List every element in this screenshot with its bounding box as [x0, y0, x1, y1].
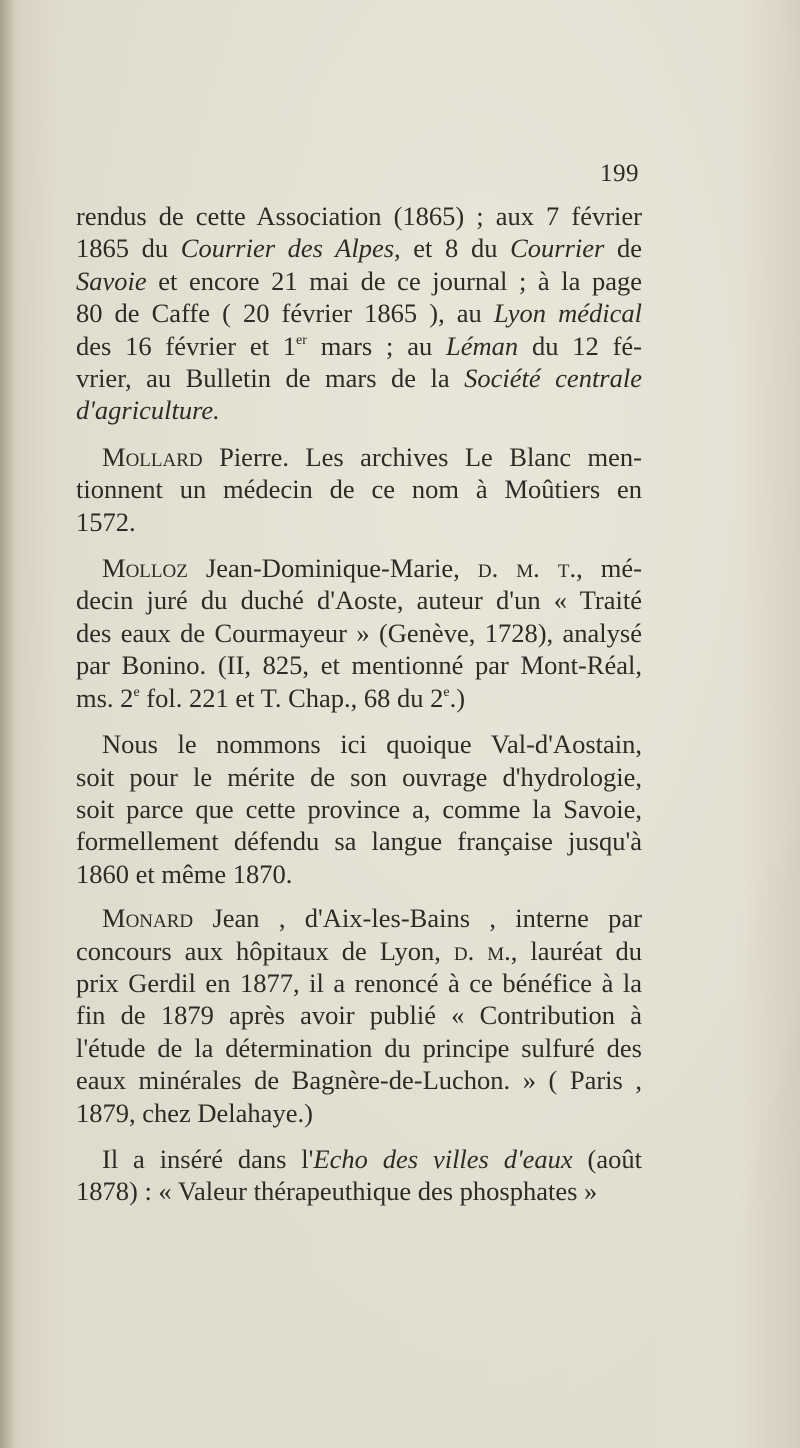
text-line [76, 330, 642, 362]
text-run: et encore 21 mai de ce journal ; à la page [146, 265, 642, 296]
text-run: Pierre. Les archives Le Blanc men- [202, 441, 642, 472]
text-run: e [443, 684, 450, 700]
text-run: Courrier [510, 233, 605, 264]
text-line [76, 728, 642, 760]
text-line [76, 584, 642, 616]
text-line [76, 1175, 642, 1207]
page-gutter-shadow [0, 0, 14, 1448]
text-run: prix Gerdil en 1877, il a renoncé à ce bénéfice à la [76, 967, 642, 998]
paragraph [76, 902, 642, 1129]
text-run: Société centrale [464, 363, 642, 394]
text-line [76, 825, 642, 857]
text-run: 1879, chez Delahaye.) [76, 1097, 313, 1128]
text-run: mars ; au [306, 330, 447, 361]
text-run: l'étude de la détermination du principe sulfuré des [76, 1032, 642, 1063]
text-run: par Bonino. (II, 825, et mentionné par Mont-Réal, [76, 650, 642, 681]
text-run: Monard [102, 903, 194, 934]
paragraph [76, 728, 642, 890]
text-line [76, 441, 642, 473]
text-line [76, 1064, 642, 1096]
text-run: Léman [446, 330, 519, 361]
text-run: d'agriculture. [76, 395, 220, 426]
text-run: Nous le nommons ici quoique Val-d'Aostain, [102, 729, 642, 760]
text-run: .) [449, 682, 466, 713]
text-line [76, 297, 642, 329]
text-line [76, 1032, 642, 1064]
text-run: decin juré du duché d'Aoste, auteur d'un « Traité [76, 585, 642, 616]
text-run: ms. 2 [76, 682, 134, 713]
text-run: , mé- [576, 553, 643, 584]
paragraph [76, 552, 642, 714]
paragraph [76, 1143, 642, 1208]
text-line [76, 858, 642, 890]
text-run: Il a inséré dans l' [102, 1143, 314, 1174]
text-line [76, 617, 642, 649]
text-run: fin de 1879 après avoir publié « Contribution à [76, 1000, 642, 1031]
paragraph [76, 200, 642, 427]
text-line [76, 999, 642, 1031]
text-run: Jean-Dominique-Marie, [187, 553, 478, 584]
text-run: 1865 du [76, 233, 181, 264]
text-run: de [604, 233, 642, 264]
text-run: Lyon médical [493, 298, 642, 329]
text-line [76, 362, 642, 394]
text-run: Savoie [76, 265, 147, 296]
body-text [76, 200, 642, 1222]
text-run: et 8 du [400, 233, 511, 264]
text-line [76, 232, 642, 264]
text-run: soit parce que cette province a, comme la Savoie, [76, 793, 642, 824]
text-line [76, 682, 642, 714]
text-run: er [296, 332, 307, 348]
text-run: concours aux hôpitaux de Lyon, [76, 935, 454, 966]
text-run: (août [572, 1143, 643, 1174]
text-line [76, 1097, 642, 1129]
text-run: rendus de cette Association (1865) ; aux 7 février [76, 201, 642, 231]
text-run: 80 de Caffe ( 20 février 1865 ), au [76, 298, 494, 329]
text-run: du 12 fé- [518, 330, 642, 361]
text-line [76, 649, 642, 681]
text-line [76, 967, 642, 999]
page-number: 199 [600, 160, 639, 187]
text-line [76, 1143, 642, 1175]
text-run: 1860 et même 1870. [76, 858, 293, 889]
text-run: soit pour le mérite de son ouvrage d'hydrologie, [76, 761, 642, 792]
text-run: vrier, au Bulletin de mars de la [76, 363, 465, 394]
text-run: eaux minérales de Bagnère-de-Luchon. » ( Paris , [76, 1065, 642, 1096]
text-run: Courrier des Alpes, [180, 233, 401, 264]
text-line [76, 265, 642, 297]
text-line [76, 506, 642, 538]
text-run: Molloz [102, 553, 188, 584]
text-run: fol. 221 et T. Chap., 68 du 2 [139, 682, 444, 713]
text-line [76, 935, 642, 967]
text-run: , lauréat du [510, 935, 642, 966]
text-run: d. m. [453, 935, 511, 966]
text-line [76, 902, 642, 934]
text-line [76, 552, 642, 584]
text-run: formellement défendu sa langue française jusqu'à [76, 826, 642, 857]
text-line [76, 394, 642, 426]
text-run: tionnent un médecin de ce nom à Moûtiers en [76, 474, 642, 505]
paragraph [76, 441, 642, 538]
text-run: Echo des villes d'eaux [313, 1143, 573, 1174]
text-run: des 16 février et 1 [76, 330, 297, 361]
text-line [76, 761, 642, 793]
text-run: Jean , d'Aix-les-Bains , interne par [193, 903, 642, 934]
text-line [76, 473, 642, 505]
text-run: Mollard [102, 441, 203, 472]
text-line [76, 793, 642, 825]
text-run: d. m. t. [477, 553, 577, 584]
text-run: 1878) : « Valeur thérapeuthique des phosphates » [76, 1176, 598, 1207]
text-line [76, 200, 642, 232]
text-run: des eaux de Courmayeur » (Genève, 1728), analysé [76, 617, 642, 648]
text-run: 1572. [76, 506, 136, 537]
text-run: e [133, 684, 140, 700]
